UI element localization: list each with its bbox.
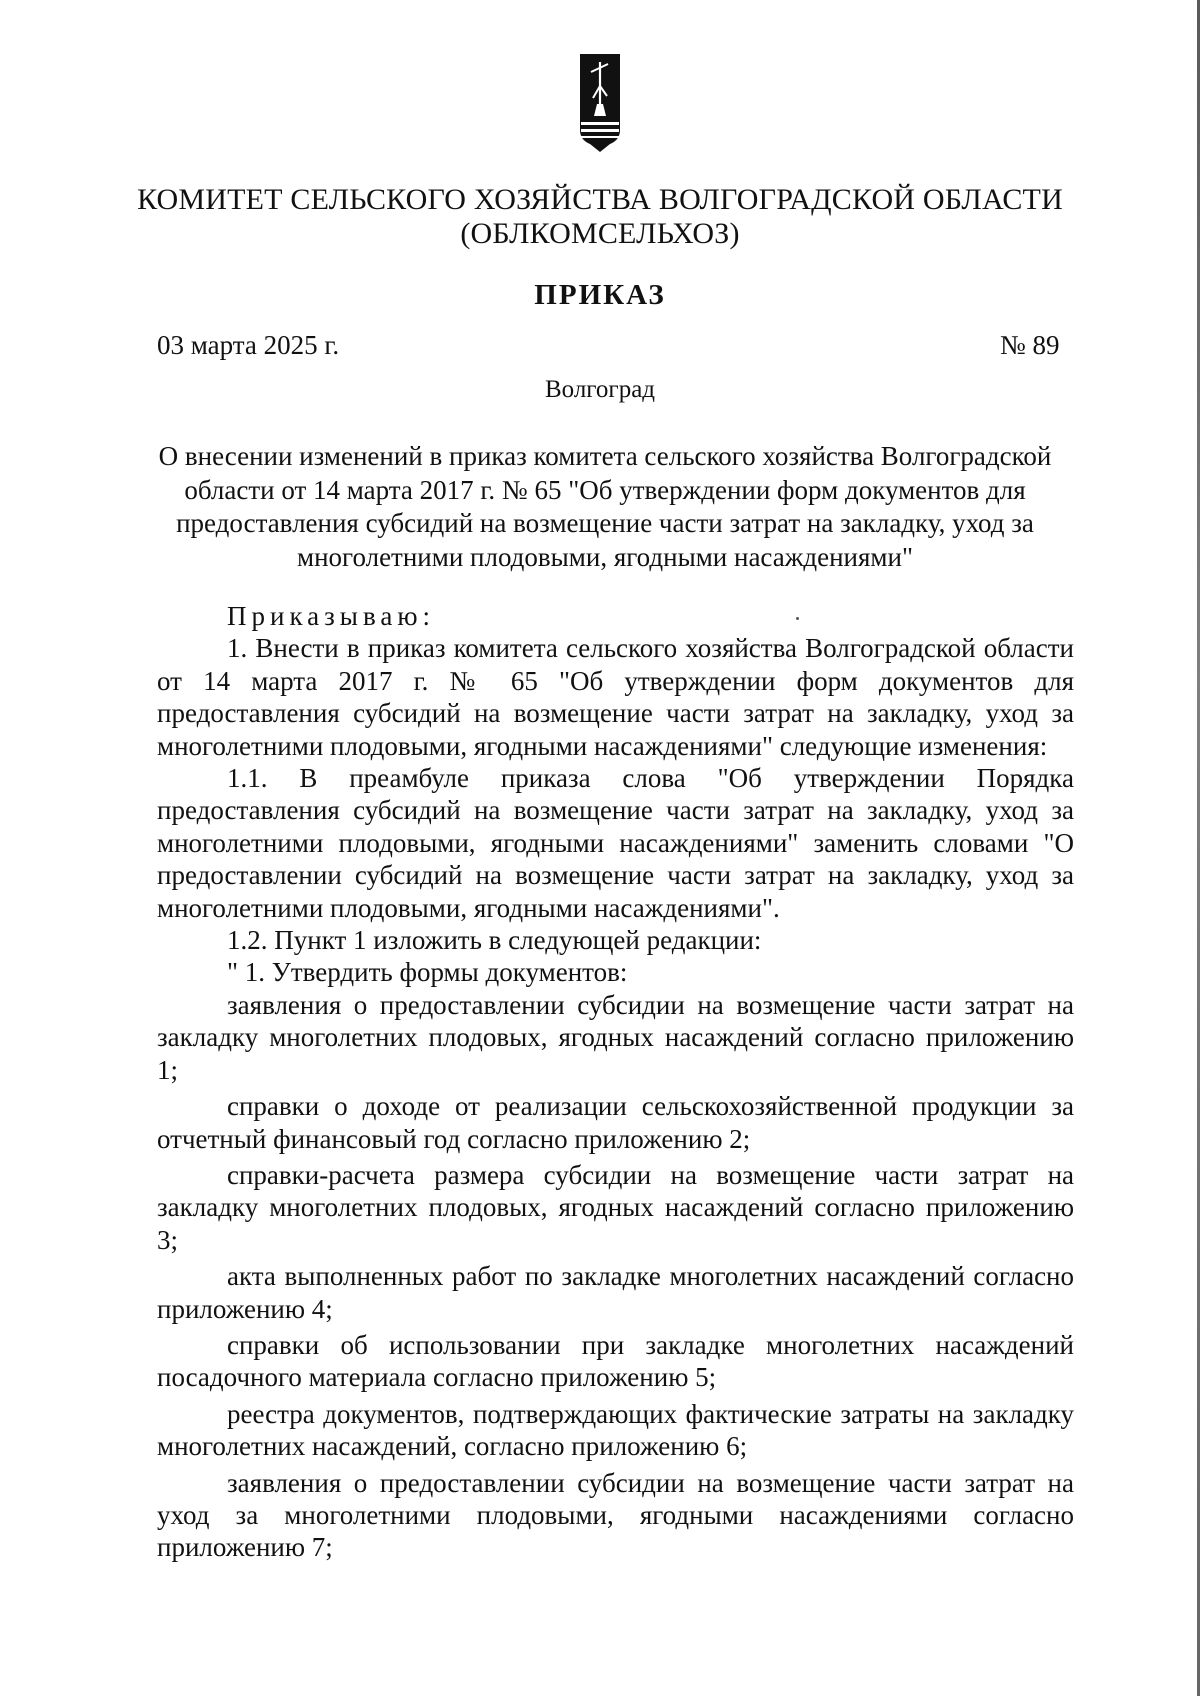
- doc-type-title: ПРИКАЗ: [534, 279, 666, 311]
- list-item-form-6: реестра документов, подтверждающих фактические затраты на закладку многолетних насаждений, согласно приложению 6;: [157, 1398, 1074, 1462]
- list-item-form-3: справки-расчета размера субсидии на возмещение части затрат на закладку многолетних плодовых, ягодных насаждений согласно приложению 3;: [157, 1159, 1074, 1255]
- paragraph-1-2: 1.2. Пункт 1 изложить в следующей редакции:: [227, 925, 762, 956]
- scan-speck: [796, 617, 799, 620]
- org-short-name: (ОБЛКОМСЕЛЬХОЗ): [460, 217, 740, 250]
- order-subject: О внесении изменений в приказ комитета сельского хозяйства Волгоградской области от 14 марта 2017 г. № 65 "Об утверждении форм документов для предоставления субсидий на возмещение части затрат на закладку, уход за многолетними плодовыми, ягодными насаждениями": [158, 441, 1052, 572]
- list-item-form-1: заявления о предоставлении субсидии на возмещение части затрат на закладку многолетних плодовых, ягодных насаждений согласно приложению 1;: [157, 989, 1074, 1085]
- list-item-form-5: справки об использовании при закладке многолетних насаждений посадочного материала согласно приложению 5;: [157, 1329, 1074, 1393]
- paragraph-quote-start: " 1. Утвердить формы документов:: [227, 957, 628, 988]
- order-number: № 89: [1000, 330, 1060, 360]
- order-date: 03 марта 2025 г.: [157, 330, 340, 360]
- list-item-form-4: акта выполненных работ по закладке многолетних насаждений согласно приложению 4;: [157, 1261, 1074, 1324]
- paragraph-1-1: 1.1. В преамбуле приказа слова "Об утверждении Порядка предоставления субсидий на возмещение части затрат на закладку, уход за многолетними плодовыми, ягодными насаждениями" заменить словами "О предоставлении субсидий на возмещение части затрат на закладку, уход за многолетними плодовыми, ягодными насаждениями".: [157, 763, 1074, 923]
- order-directive: Приказываю:: [227, 601, 435, 631]
- org-name: КОМИТЕТ СЕЛЬСКОГО ХОЗЯЙСТВА ВОЛГОГРАДСКОЙ ОБЛАСТИ: [137, 183, 1063, 216]
- volgograd-emblem-icon: [578, 52, 622, 162]
- paragraph-1: 1. Внести в приказ комитета сельского хозяйства Волгоградской области от 14 марта 2017 г. № 65 "Об утверждении форм документов для предоставления субсидий на возмещение части затрат на закладку, уход за многолетними плодовыми, ягодными насаждениями" следующие изменения:: [157, 633, 1074, 761]
- list-item-form-2: справки о доходе от реализации сельскохозяйственной продукции за отчетный финансовый год согласно приложению 2;: [157, 1091, 1074, 1154]
- order-body: [157, 600, 1074, 1564]
- order-city: Волгоград: [544, 376, 656, 403]
- list-item-form-7: заявления о предоставлении субсидии на возмещение части затрат на уход за многолетними плодовыми, ягодными насаждениями согласно приложению 7;: [157, 1467, 1074, 1563]
